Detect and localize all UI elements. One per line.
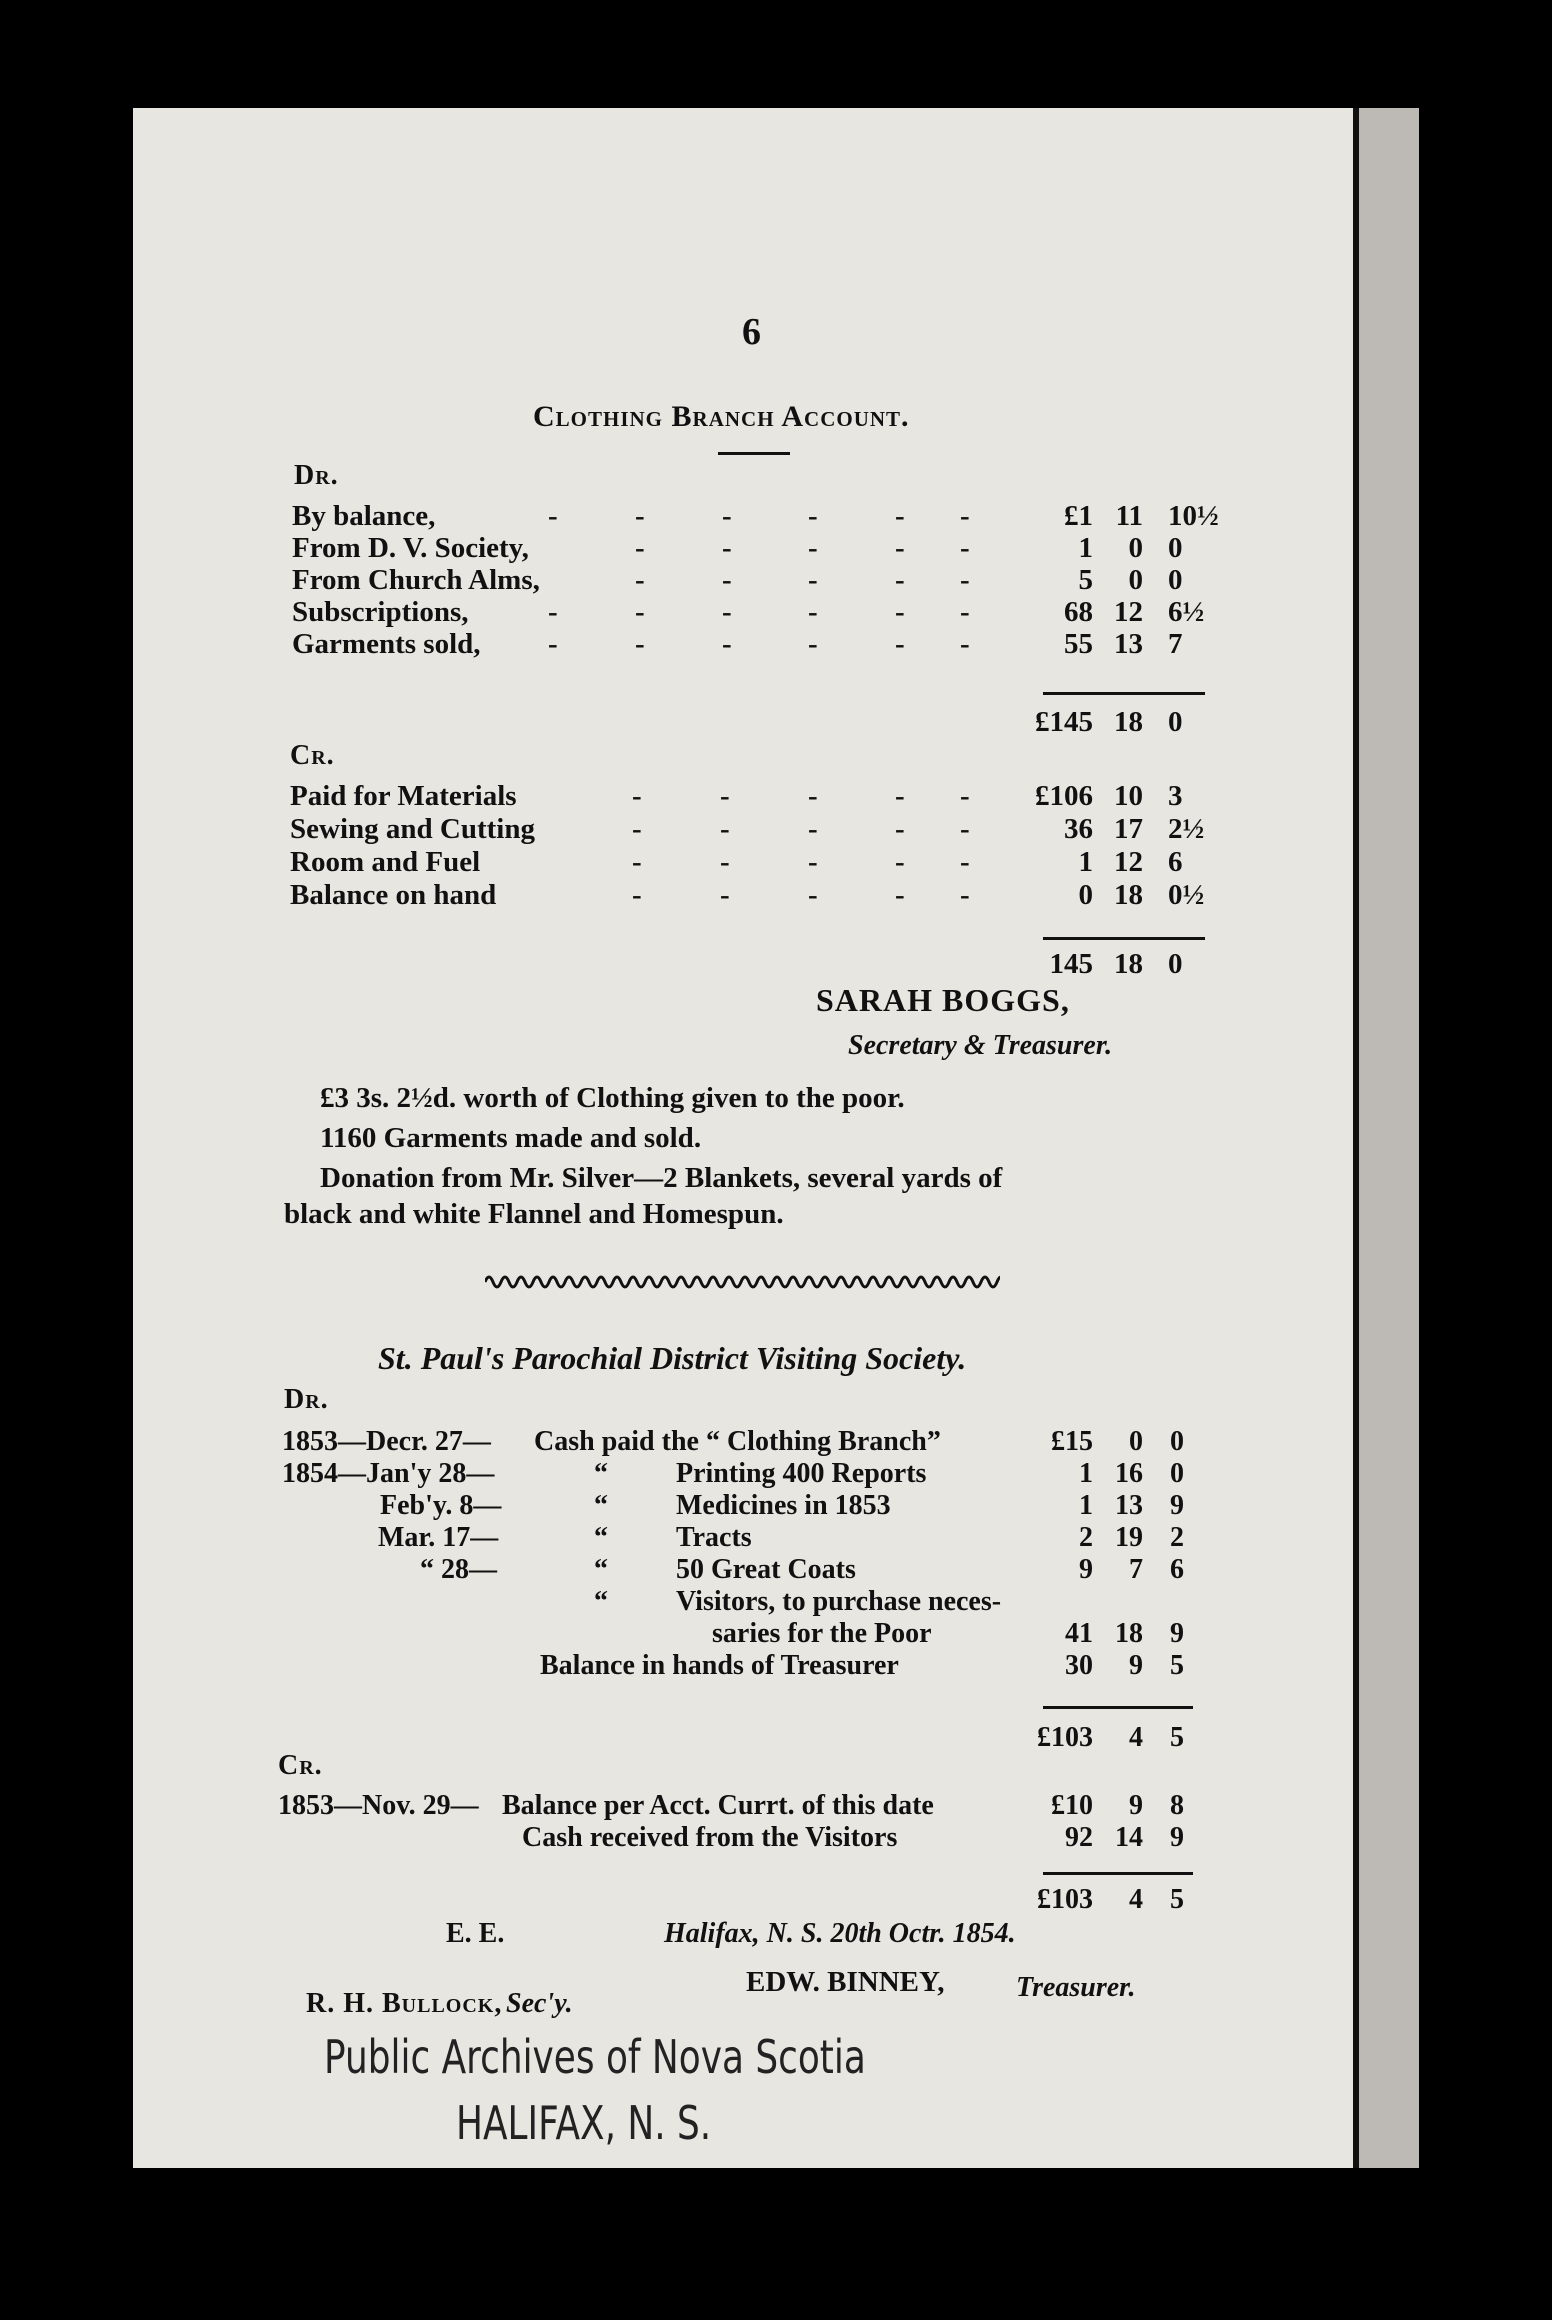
amount-shillings: 14 <box>1115 1822 1143 1853</box>
clothing-cr-item-label: Room and Fuel <box>290 846 481 878</box>
amount-pence: 10½ <box>1168 500 1219 532</box>
amount-pounds: 68 <box>1064 596 1093 628</box>
amount-shillings: 12 <box>1114 596 1143 628</box>
clothing-cr-item-label: Sewing and Cutting <box>290 813 535 845</box>
title-underline <box>718 452 790 455</box>
clothing-cr-rule <box>1043 937 1205 940</box>
leader-dash: - <box>635 564 645 596</box>
leader-dash: - <box>548 500 558 532</box>
amount-pence: 0 <box>1168 706 1183 738</box>
amount-shillings: 18 <box>1114 948 1143 980</box>
leader-dash: - <box>960 564 970 596</box>
ditto-mark: “ <box>594 1458 608 1489</box>
amount-pence: 5 <box>1170 1884 1184 1915</box>
leader-dash: - <box>895 532 905 564</box>
amount-shillings: 17 <box>1114 813 1143 845</box>
treasurer-name: EDW. BINNEY, <box>746 1966 945 1998</box>
amount-shillings: 18 <box>1115 1618 1143 1649</box>
amount-pence: 7 <box>1168 628 1183 660</box>
society-title: St. Paul's Parochial District Visiting Society. <box>378 1340 967 1376</box>
leader-dash: - <box>960 813 970 845</box>
leader-dash: - <box>548 596 558 628</box>
amount-pounds: 9 <box>1079 1554 1093 1585</box>
amount-shillings: 9 <box>1129 1650 1143 1681</box>
leader-dash: - <box>635 596 645 628</box>
treasurer-title: Treasurer. <box>1016 1972 1136 2003</box>
amount-pounds: 36 <box>1064 813 1093 845</box>
amount-pence: 5 <box>1170 1722 1184 1753</box>
society-cr-label: Cr. <box>278 1750 323 1781</box>
amount-pence: 6½ <box>1168 596 1205 628</box>
ditto-mark: “ <box>594 1554 608 1585</box>
amount-pounds: 1 <box>1079 1458 1093 1489</box>
clothing-dr-item-label: Subscriptions, <box>292 596 469 628</box>
amount-pence: 9 <box>1170 1822 1184 1853</box>
leader-dash: - <box>808 564 818 596</box>
amount-pounds: 92 <box>1065 1822 1093 1853</box>
leader-dash: - <box>960 780 970 812</box>
amount-shillings: 0 <box>1128 564 1143 596</box>
society-dr-desc: Balance in hands of Treasurer <box>540 1650 899 1681</box>
leader-dash: - <box>895 628 905 660</box>
leader-dash: - <box>895 813 905 845</box>
amount-pence: 0 <box>1170 1458 1184 1489</box>
society-dr-date: Feb'y. 8— <box>380 1490 502 1521</box>
leader-dash: - <box>960 596 970 628</box>
society-dr-date: 1854—Jan'y 28— <box>282 1458 495 1489</box>
page-edge <box>1353 108 1419 2168</box>
leader-dash: - <box>960 879 970 911</box>
amount-shillings: 18 <box>1114 706 1143 738</box>
signatory-name: SARAH BOGGS, <box>816 982 1070 1018</box>
society-dr-desc: saries for the Poor <box>712 1618 932 1649</box>
amount-pence: 6 <box>1170 1554 1184 1585</box>
amount-shillings: 4 <box>1129 1884 1143 1915</box>
amount-pounds: £1 <box>1064 500 1093 532</box>
amount-pence: 0 <box>1168 948 1183 980</box>
amount-shillings: 0 <box>1128 532 1143 564</box>
leader-dash: - <box>808 879 818 911</box>
amount-pounds: 0 <box>1078 879 1093 911</box>
leader-dash: - <box>960 846 970 878</box>
amount-shillings: 10 <box>1114 780 1143 812</box>
leader-dash: - <box>722 628 732 660</box>
society-dr-desc: Medicines in 1853 <box>676 1490 891 1521</box>
clothing-account-title: Clothing Branch Account. <box>533 400 910 433</box>
amount-shillings: 12 <box>1114 846 1143 878</box>
amount-pounds: 145 <box>1049 948 1093 980</box>
leader-dash: - <box>632 879 642 911</box>
society-cr-date: 1853—Nov. 29— <box>278 1790 479 1821</box>
society-dr-desc: Printing 400 Reports <box>676 1458 927 1489</box>
society-cr-rule <box>1043 1872 1193 1875</box>
leader-dash: - <box>808 628 818 660</box>
clothing-dr-item-label: From Church Alms, <box>292 564 540 596</box>
amount-pounds: £145 <box>1035 706 1093 738</box>
leader-dash: - <box>635 500 645 532</box>
leader-dash: - <box>632 813 642 845</box>
leader-dash: - <box>722 596 732 628</box>
amount-shillings: 9 <box>1129 1790 1143 1821</box>
society-cr-desc: Balance per Acct. Currt. of this date <box>502 1790 934 1821</box>
leader-dash: - <box>808 596 818 628</box>
amount-shillings: 4 <box>1129 1722 1143 1753</box>
clothing-cr-label: Cr. <box>290 740 335 771</box>
ditto-mark: “ <box>594 1522 608 1553</box>
amount-pounds: 30 <box>1065 1650 1093 1681</box>
leader-dash: - <box>548 628 558 660</box>
leader-dash: - <box>632 846 642 878</box>
clothing-dr-item-label: By balance, <box>292 500 436 532</box>
leader-dash: - <box>895 780 905 812</box>
leader-dash: - <box>960 532 970 564</box>
amount-pounds: 1 <box>1078 532 1093 564</box>
leader-dash: - <box>808 500 818 532</box>
leader-dash: - <box>635 532 645 564</box>
amount-pence: 0 <box>1168 532 1183 564</box>
leader-dash: - <box>722 564 732 596</box>
archive-stamp-line-1: Public Archives of Nova Scotia <box>324 2030 866 2084</box>
society-dr-date: 1853—Decr. 27— <box>282 1426 491 1457</box>
leader-dash: - <box>960 628 970 660</box>
society-cr-desc: Cash received from the Visitors <box>522 1822 898 1853</box>
amount-pence: 5 <box>1170 1650 1184 1681</box>
clothing-dr-item-label: From D. V. Society, <box>292 532 529 564</box>
page-number: 6 <box>742 311 761 353</box>
ditto-mark: “ <box>594 1490 608 1521</box>
amount-pence: 9 <box>1170 1490 1184 1521</box>
leader-dash: - <box>720 780 730 812</box>
amount-pence: 0 <box>1168 564 1183 596</box>
secretary-name: R. H. Bullock, <box>306 1988 503 2019</box>
leader-dash: - <box>722 500 732 532</box>
amount-pence: 2½ <box>1168 813 1205 845</box>
amount-pounds: 5 <box>1078 564 1093 596</box>
ee-initials: E. E. <box>446 1918 505 1949</box>
clothing-dr-item-label: Garments sold, <box>292 628 481 660</box>
clothing-dr-rule <box>1043 692 1205 695</box>
amount-pence: 2 <box>1170 1522 1184 1553</box>
leader-dash: - <box>808 813 818 845</box>
amount-pence: 6 <box>1168 846 1183 878</box>
amount-pounds: 1 <box>1079 1490 1093 1521</box>
note-garments-made: 1160 Garments made and sold. <box>320 1122 702 1154</box>
leader-dash: - <box>635 628 645 660</box>
society-dr-desc: Cash paid the “ Clothing Branch” <box>534 1426 941 1457</box>
amount-shillings: 18 <box>1114 879 1143 911</box>
amount-pence: 8 <box>1170 1790 1184 1821</box>
amount-pounds: £103 <box>1037 1722 1093 1753</box>
amount-pounds: 2 <box>1079 1522 1093 1553</box>
society-dr-desc: Visitors, to purchase neces- <box>676 1586 1002 1617</box>
place-date: Halifax, N. S. 20th Octr. 1854. <box>664 1918 1016 1949</box>
leader-dash: - <box>632 780 642 812</box>
wavy-divider <box>485 1270 1000 1294</box>
archive-stamp-line-2: HALIFAX, N. S. <box>456 2096 712 2150</box>
leader-dash: - <box>722 532 732 564</box>
amount-pounds: £10 <box>1051 1790 1093 1821</box>
leader-dash: - <box>960 500 970 532</box>
leader-dash: - <box>895 564 905 596</box>
amount-pounds: 55 <box>1064 628 1093 660</box>
amount-pence: 0 <box>1170 1426 1184 1457</box>
donation-line-2: black and white Flannel and Homespun. <box>284 1198 784 1230</box>
leader-dash: - <box>720 813 730 845</box>
clothing-cr-item-label: Balance on hand <box>290 879 497 911</box>
amount-shillings: 0 <box>1129 1426 1143 1457</box>
leader-dash: - <box>895 500 905 532</box>
leader-dash: - <box>720 846 730 878</box>
society-dr-date: Mar. 17— <box>378 1522 499 1553</box>
society-dr-date: “ 28— <box>420 1554 497 1585</box>
clothing-dr-label: Dr. <box>294 460 339 491</box>
amount-pounds: £103 <box>1037 1884 1093 1915</box>
leader-dash: - <box>808 532 818 564</box>
amount-pence: 3 <box>1168 780 1183 812</box>
amount-shillings: 11 <box>1115 500 1143 532</box>
leader-dash: - <box>808 780 818 812</box>
amount-pounds: £15 <box>1051 1426 1093 1457</box>
leader-dash: - <box>895 846 905 878</box>
amount-pounds: £106 <box>1035 780 1093 812</box>
society-dr-desc: 50 Great Coats <box>676 1554 856 1585</box>
leader-dash: - <box>895 879 905 911</box>
amount-pounds: 1 <box>1078 846 1093 878</box>
ditto-mark: “ <box>594 1586 608 1617</box>
amount-pence: 0½ <box>1168 879 1205 911</box>
amount-pounds: 41 <box>1065 1618 1093 1649</box>
amount-shillings: 13 <box>1115 1490 1143 1521</box>
leader-dash: - <box>808 846 818 878</box>
signatory-title: Secretary & Treasurer. <box>848 1030 1113 1061</box>
amount-pence: 9 <box>1170 1618 1184 1649</box>
note-clothing-given: £3 3s. 2½d. worth of Clothing given to the poor. <box>320 1082 905 1114</box>
amount-shillings: 16 <box>1115 1458 1143 1489</box>
secretary-title: Sec'y. <box>506 1988 573 2019</box>
amount-shillings: 19 <box>1115 1522 1143 1553</box>
donation-line-1: Donation from Mr. Silver—2 Blankets, several yards of <box>320 1162 1003 1194</box>
clothing-cr-item-label: Paid for Materials <box>290 780 517 812</box>
leader-dash: - <box>895 596 905 628</box>
leader-dash: - <box>720 879 730 911</box>
society-dr-rule <box>1043 1706 1193 1709</box>
amount-shillings: 13 <box>1114 628 1143 660</box>
society-dr-desc: Tracts <box>676 1522 752 1553</box>
amount-shillings: 7 <box>1129 1554 1143 1585</box>
society-dr-label: Dr. <box>284 1384 329 1415</box>
